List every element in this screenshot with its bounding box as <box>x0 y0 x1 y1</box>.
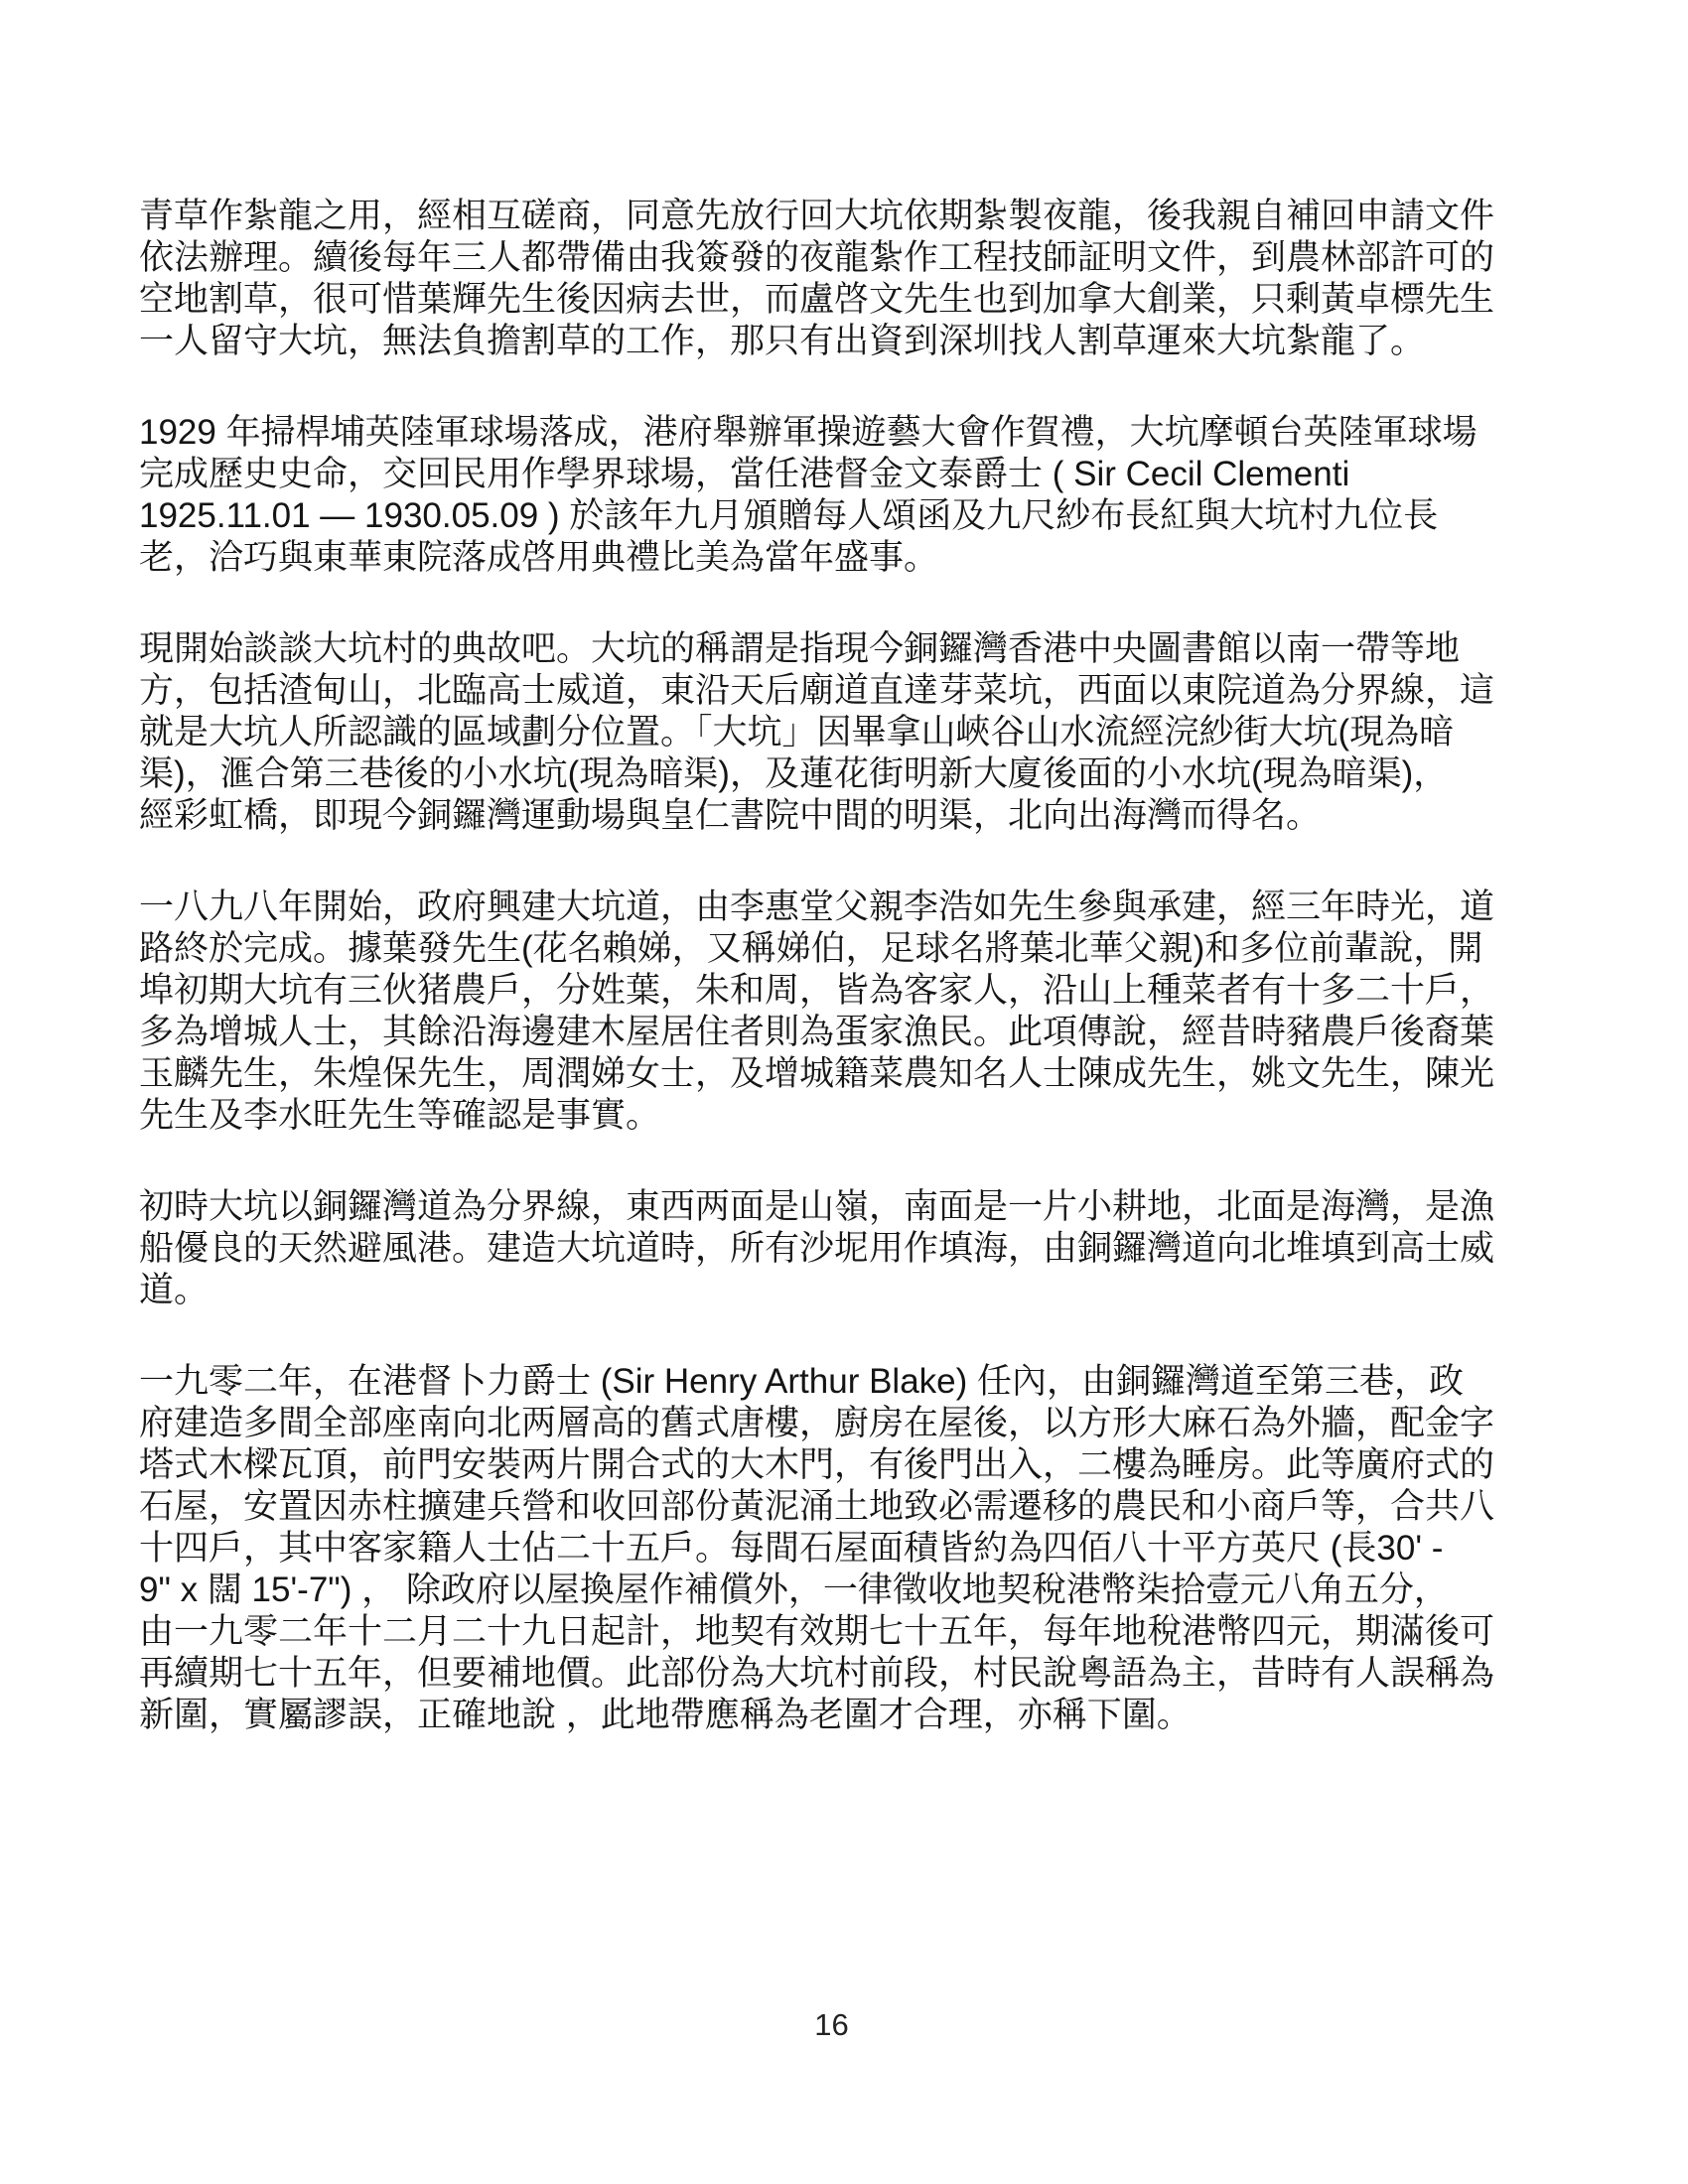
text-line: 經彩虹橋，即現今銅鑼灣運動場與皇仁書院中間的明渠，北向出海灣而得名。 <box>139 796 1322 835</box>
paragraph-6 <box>139 1361 1524 1736</box>
text-line: 方，包括渣甸山，北臨高士威道，東沿天后廟道直達芽菜坑，西面以東院道為分界線，這 <box>139 671 1495 710</box>
text-line: 一八九八年開始，政府興建大坑道，由李惠堂父親李浩如先生參與承建，經三年時光，道 <box>139 887 1495 926</box>
text-line: 渠)，滙合第三巷後的小水坑(現為暗渠)，及蓮花街明新大廈後面的小水坑(現為暗渠)， <box>139 754 1449 793</box>
text-block <box>139 196 1524 1736</box>
text-line: 再續期七十五年，但要補地價。此部份為大坑村前段，村民說粵語為主，昔時有人誤稱為 <box>139 1654 1495 1693</box>
text-line: 石屋，安置因赤柱擴建兵營和收回部份黃泥涌土地致必需遷移的農民和小商戶等，合共八 <box>139 1487 1495 1526</box>
paragraph-4 <box>139 887 1524 1137</box>
text-line: 新圍，實屬謬誤，正確地說 ，此地帶應稱為老圍才合理，亦稱下圍。 <box>139 1696 1192 1734</box>
text-line: 由一九零二年十二月二十九日起計，地契有效期七十五年，每年地稅港幣四元，期滿後可 <box>139 1612 1495 1651</box>
text-line: 一人留守大坑，無法負擔割草的工作，那只有出資到深圳找人割草運來大坑紮龍了。 <box>139 322 1426 360</box>
text-line: 塔式木樑瓦頂，前門安裝两片開合式的大木門，有後門出入，二樓為睡房。此等廣府式的 <box>139 1445 1495 1484</box>
paragraph-3 <box>139 628 1524 837</box>
paragraph-2 <box>139 412 1524 579</box>
text-line: 老，洽巧與東華東院落成啓用典禮比美為當年盛事。 <box>139 538 939 577</box>
page-number: 16 <box>814 2007 849 2042</box>
paragraph-5 <box>139 1186 1524 1311</box>
text-line: 完成歷史史命，交回民用作學界球場，當任港督金文泰爵士 ( Sir Cecil Clementi <box>139 455 1350 493</box>
text-line: 空地割草，很可惜葉輝先生後因病去世，而盧啓文先生也到加拿大創業，只剩黃卓標先生 <box>139 280 1495 319</box>
text-line: 1929 年掃桿埔英陸軍球場落成，港府舉辦軍操遊藝大會作賀禮，大坑摩頓台英陸軍球場 <box>139 413 1477 452</box>
text-line: 玉麟先生，朱煌保先生，周潤娣女士，及增城籍菜農知名人士陳成先生，姚文先生，陳光 <box>139 1054 1495 1093</box>
text-line: 一九零二年，在港督卜力爵士 (Sir Henry Arthur Blake) 任內，由銅鑼灣道至第三巷，政 <box>139 1362 1465 1401</box>
text-line: 府建造多間全部座南向北两層高的舊式唐樓，廚房在屋後，以方形大麻石為外牆，配金字 <box>139 1404 1495 1442</box>
text-line: 先生及李水旺先生等確認是事實。 <box>139 1096 661 1135</box>
text-line: 1925.11.01 — 1930.05.09 ) 於該年九月頒贈每人頌函及九尺紗布長紅與大坑村九位長 <box>139 496 1439 535</box>
text-line: 現開始談談大坑村的典故吧。大坑的稱謂是指現今銅鑼灣香港中央圖書館以南一帶等地 <box>139 629 1461 668</box>
text-line: 依法辦理。續後每年三人都帶備由我簽發的夜龍紮作工程技師証明文件，到農林部許可的 <box>139 238 1495 277</box>
text-line: 路終於完成。據葉發先生(花名賴娣，又稱娣伯，足球名將葉北華父親)和多位前輩說，開 <box>139 929 1483 968</box>
text-line: 就是大坑人所認識的區域劃分位置。「大坑」因畢拿山峽谷山水流經浣紗街大坑(現為暗 <box>139 713 1455 751</box>
text-line: 船優良的天然避風港。建造大坑道時，所有沙坭用作填海，由銅鑼灣道向北堆填到高士威 <box>139 1229 1495 1268</box>
text-line: 道。 <box>139 1271 210 1309</box>
text-line: 埠初期大坑有三伙猪農戶，分姓葉，朱和周，皆為客家人，沿山上種菜者有十多二十戶， <box>139 971 1495 1010</box>
paragraph-1 <box>139 196 1524 362</box>
text-line: 9" x 闊 15'-7") ， 除政府以屋換屋作補償外，一律徵收地契稅港幣柒拾壹元八角五分， <box>139 1570 1449 1609</box>
text-line: 十四戶，其中客家籍人士佔二十五戶。每間石屋面積皆約為四佰八十平方英尺 (長30' - <box>139 1529 1444 1568</box>
text-line: 初時大坑以銅鑼灣道為分界線，東西两面是山嶺，南面是一片小耕地，北面是海灣，是漁 <box>139 1187 1495 1226</box>
text-line: 多為增城人士，其餘沿海邊建木屋居住者則為蛋家漁民。此項傳說，經昔時豬農戶後裔葉 <box>139 1013 1495 1051</box>
text-line: 青草作紮龍之用，經相互磋商，同意先放行回大坑依期紮製夜龍，後我親自補回申請文件 <box>139 197 1495 235</box>
